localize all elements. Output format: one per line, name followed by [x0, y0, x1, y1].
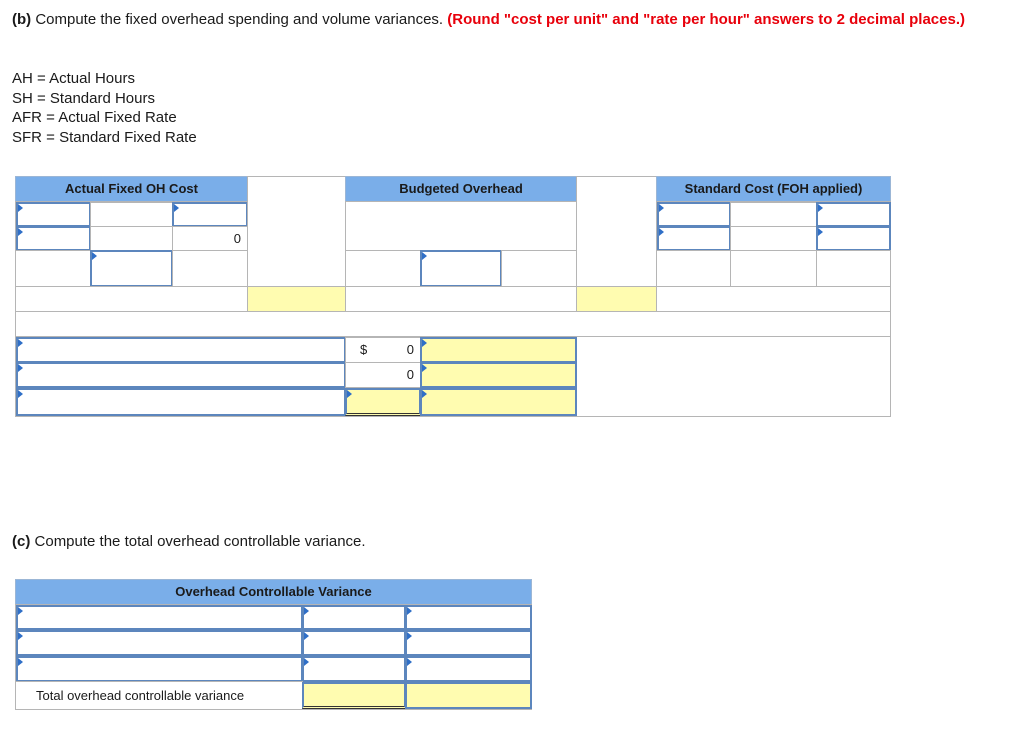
input-marker-icon: [347, 390, 352, 398]
input-marker-icon: [18, 204, 23, 212]
total-variance-input[interactable]: [345, 388, 421, 416]
standard-r3-right-cell: [816, 250, 891, 287]
input-marker-icon: [407, 607, 412, 615]
input-marker-icon: [174, 204, 179, 212]
variance-type-input-2[interactable]: [420, 362, 577, 388]
input-marker-icon: [304, 607, 309, 615]
input-marker-icon: [92, 252, 97, 260]
actual-r2-label-input[interactable]: [16, 226, 91, 251]
variance-value-2: 0: [406, 367, 414, 382]
input-marker-icon: [422, 364, 427, 372]
input-marker-icon: [304, 658, 309, 666]
rounding-note: (Round "cost per unit" and "rate per hour" answers to 2 decimal places.): [447, 11, 965, 28]
row4-budgeted-cell: [345, 286, 577, 312]
input-marker-icon: [818, 204, 823, 212]
part-b-text: Compute the fixed overhead spending and volume variances.: [35, 11, 444, 28]
total-controllable-variance-label: Total overhead controllable variance: [15, 681, 303, 710]
total-controllable-type-input[interactable]: [405, 682, 532, 709]
row4-actual-cell: [15, 286, 248, 312]
budgeted-r3-input[interactable]: [420, 250, 502, 287]
controllable-type-input-2[interactable]: [405, 630, 532, 656]
standard-r1-value-input[interactable]: [816, 202, 891, 227]
input-marker-icon: [304, 632, 309, 640]
actual-r1-value-input[interactable]: [172, 202, 248, 227]
spending-variance-cell: [247, 286, 346, 312]
controllable-type-input-3[interactable]: [405, 656, 532, 682]
variance-amount-2: [345, 362, 421, 388]
abbreviation-legend: [12, 69, 197, 147]
input-marker-icon: [422, 390, 427, 398]
standard-r3-middle-cell: [730, 250, 817, 287]
variance-type-input-1[interactable]: [420, 337, 577, 363]
variance-label-input-3[interactable]: [16, 388, 346, 416]
variance-value-1: 0: [406, 342, 414, 357]
controllable-amount-input-1[interactable]: [302, 605, 406, 630]
standard-r1-middle-cell: [730, 202, 817, 227]
input-marker-icon: [18, 658, 23, 666]
actual-r1-middle-cell: [90, 202, 173, 227]
controllable-amount-input-2[interactable]: [302, 630, 406, 656]
input-marker-icon: [407, 658, 412, 666]
input-marker-icon: [18, 228, 23, 236]
controllable-label-input-1[interactable]: [16, 605, 303, 630]
actual-r2-middle-cell: [90, 226, 173, 251]
variance-label-input-2[interactable]: [16, 362, 346, 388]
part-b-label: (b): [12, 11, 32, 28]
part-b-question: [12, 10, 1012, 29]
legend-sh: SH = Standard Hours: [12, 89, 155, 107]
header-actual-fixed-oh-cost: Actual Fixed OH Cost: [15, 176, 248, 202]
spacer-row: [15, 311, 891, 337]
actual-r3-input[interactable]: [90, 250, 173, 287]
standard-r2-middle-cell: [730, 226, 817, 251]
input-marker-icon: [18, 632, 23, 640]
input-marker-icon: [407, 632, 412, 640]
controllable-amount-input-3[interactable]: [302, 656, 406, 682]
input-marker-icon: [18, 364, 23, 372]
header-overhead-controllable-variance: Overhead Controllable Variance: [15, 579, 532, 605]
input-marker-icon: [422, 252, 427, 260]
actual-r3-left-cell: [15, 250, 91, 287]
input-marker-icon: [18, 390, 23, 398]
legend-sfr: SFR = Standard Fixed Rate: [12, 128, 197, 146]
standard-r3-left-cell: [656, 250, 731, 287]
row4-standard-cell: [656, 286, 891, 312]
budgeted-r3-left-cell: [345, 250, 421, 287]
controllable-type-input-1[interactable]: [405, 605, 532, 630]
header-budgeted-overhead: Budgeted Overhead: [345, 176, 577, 202]
controllable-label-input-2[interactable]: [16, 630, 303, 656]
input-marker-icon: [18, 339, 23, 347]
input-marker-icon: [659, 204, 664, 212]
input-marker-icon: [18, 607, 23, 615]
dollar-sign: $: [360, 342, 368, 357]
variance-type-input-3[interactable]: [420, 388, 577, 416]
variance-label-input-1[interactable]: [16, 337, 346, 363]
legend-ah: AH = Actual Hours: [12, 70, 135, 87]
controllable-label-input-3[interactable]: [16, 656, 303, 682]
input-marker-icon: [659, 228, 664, 236]
total-controllable-amount-input[interactable]: [302, 682, 406, 709]
volume-variance-cell: [576, 286, 657, 312]
standard-r2-value-input[interactable]: [816, 226, 891, 251]
budgeted-r3-right-cell: [501, 250, 577, 287]
input-marker-icon: [422, 339, 427, 347]
standard-r1-label-input[interactable]: [657, 202, 731, 227]
variance-amount-1: [345, 337, 421, 363]
part-c-label: (c): [12, 533, 31, 550]
actual-r3-right-cell: [172, 250, 248, 287]
part-c-text: Compute the total overhead controllable variance.: [34, 533, 366, 550]
gap-column-2: [576, 176, 657, 287]
actual-r2-value: 0: [172, 226, 248, 251]
legend-afr: AFR = Actual Fixed Rate: [12, 109, 177, 126]
input-marker-icon: [818, 228, 823, 236]
actual-r1-label-input[interactable]: [16, 202, 91, 227]
budgeted-top-cell: [345, 201, 577, 251]
gap-column-1: [247, 176, 346, 287]
part-c-question: [12, 532, 1012, 551]
header-standard-cost: Standard Cost (FOH applied): [656, 176, 891, 202]
standard-r2-label-input[interactable]: [657, 226, 731, 251]
